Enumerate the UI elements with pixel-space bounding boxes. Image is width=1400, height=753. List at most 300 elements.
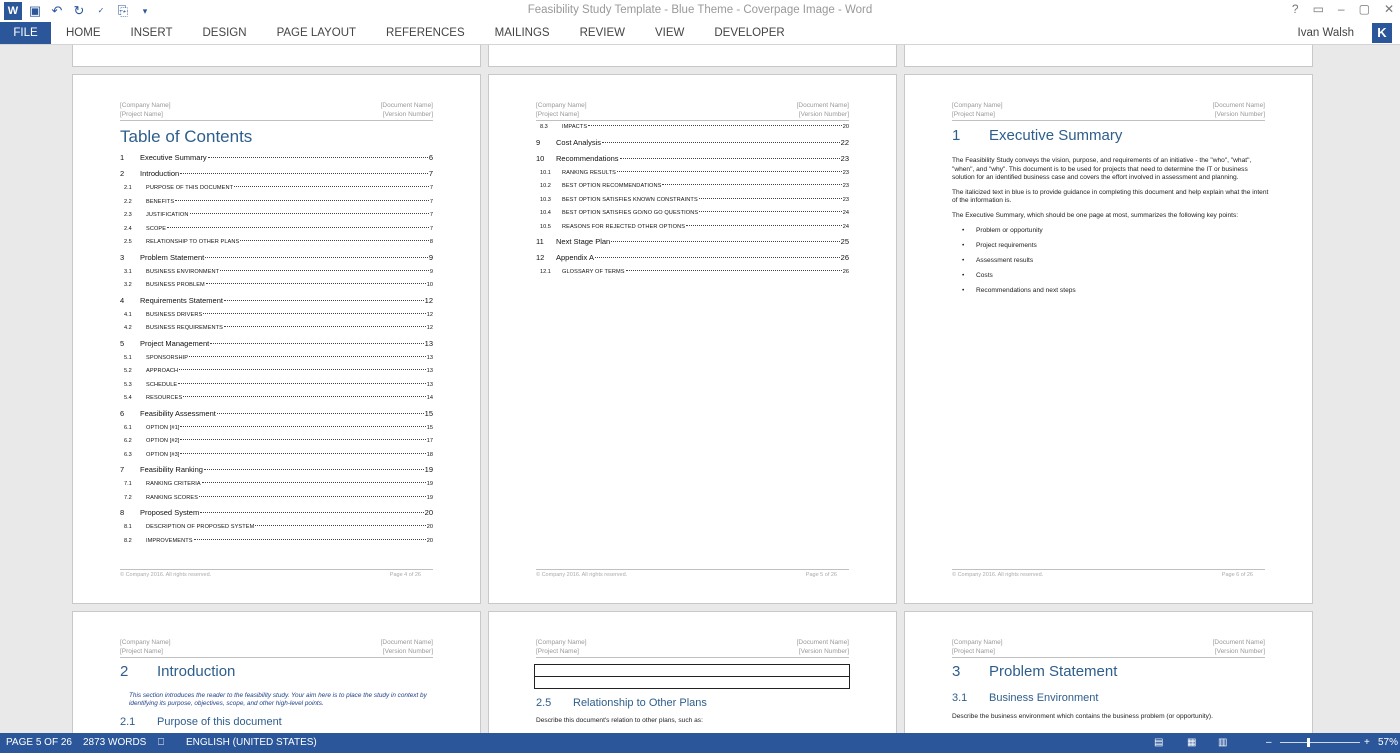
toc-leader-dots: [224, 300, 424, 301]
version-number-field: [Version Number]: [382, 111, 433, 118]
save-icon[interactable]: ▣: [28, 3, 42, 18]
toc-entry-label: BENEFITS: [146, 198, 175, 205]
section-body: [952, 157, 1272, 302]
section-title: Introduction: [157, 663, 236, 680]
toc-entry-label: Feasibility Assessment: [140, 408, 216, 418]
document-name-field: [Document Name]: [1212, 639, 1265, 646]
tab-page-layout[interactable]: PAGE LAYOUT: [276, 27, 357, 39]
page-footer: [952, 569, 1265, 578]
toc-entry-number: 3: [120, 252, 125, 262]
zoom-out-button[interactable]: –: [1266, 737, 1272, 748]
zoom-slider-handle[interactable]: [1307, 738, 1310, 747]
toc-entry-page: 13: [426, 354, 433, 361]
toc-entry-label: BEST OPTION SATISFIES GO/NO GO QUESTIONS: [562, 210, 699, 216]
toc-entry-label: IMPROVEMENTS: [146, 537, 193, 544]
project-name-field: [Project Name]: [536, 111, 579, 118]
toc-entry-label: Introduction: [140, 169, 180, 178]
toc-leader-dots: [190, 213, 429, 214]
page-footer: [120, 569, 433, 578]
toc-entry-page: 9: [428, 252, 433, 262]
toc-entry-page: 23: [842, 169, 849, 176]
page-header: [536, 101, 849, 121]
project-name-field: [Project Name]: [536, 648, 579, 655]
toc-entry-number: 8.3: [540, 124, 548, 130]
company-name-field: [Company Name]: [120, 102, 171, 109]
subsection-heading: [536, 697, 707, 709]
toc-entry[interactable]: [120, 153, 433, 169]
footer-copyright: © Company 2016. All rights reserved.: [120, 572, 212, 578]
toc-leader-dots: [662, 184, 841, 185]
toc-entry-label: RELATIONSHIP TO OTHER PLANS: [146, 239, 240, 245]
toc-entry-label: PURPOSE OF THIS DOCUMENT: [146, 185, 234, 191]
page-header-right: [797, 638, 849, 656]
toc-entry-page: 10: [426, 282, 433, 288]
toc-entry-page: 9: [429, 268, 433, 275]
toc-entry[interactable]: [536, 154, 849, 170]
toc-entry-page: 15: [426, 424, 433, 431]
toc-entry-page: 23: [842, 196, 849, 203]
user-avatar[interactable]: K: [1372, 23, 1392, 43]
toc-entry-number: 10.4: [540, 210, 551, 216]
toc-leader-dots: [210, 343, 423, 344]
subsection-heading: [120, 716, 282, 728]
toc-entry-number: 8: [120, 508, 125, 517]
toc-entry-page: 6: [428, 153, 433, 162]
section-title: Problem Statement: [989, 663, 1118, 680]
company-name-field: [Company Name]: [952, 639, 1003, 646]
toc-entry-number: 2.2: [124, 198, 132, 205]
toc-leader-dots: [204, 469, 424, 470]
format-painter-icon[interactable]: ⎘: [117, 3, 129, 18]
toc-entry-number: 6.2: [124, 438, 132, 444]
section-title: Purpose of this document: [157, 716, 282, 728]
toc-entry-label: Project Management: [140, 338, 210, 348]
toc-leader-dots: [626, 270, 842, 271]
toc-entry-label: BUSINESS DRIVERS: [146, 311, 203, 318]
toc-entry-number: 7.1: [124, 481, 132, 487]
toc-entry-number: 10.3: [540, 196, 551, 203]
section-title: Relationship to Other Plans: [573, 697, 707, 709]
toc-entry-label: Requirements Statement: [140, 295, 223, 305]
toc-entry[interactable]: [536, 253, 849, 269]
toc-entry-page: 23: [842, 183, 849, 189]
section-title: Business Environment: [989, 692, 1099, 704]
toc-entry-number: 12: [536, 253, 545, 262]
zoom-level[interactable]: 57%: [1378, 737, 1399, 748]
read-mode-icon[interactable]: ▤: [1154, 737, 1164, 748]
minimize-icon[interactable]: –: [1337, 2, 1345, 16]
version-number-field: [Version Number]: [1214, 111, 1265, 118]
toc-entry-page: 24: [842, 223, 849, 230]
tab-mailings[interactable]: MAILINGS: [494, 27, 550, 39]
toc-entry[interactable]: [120, 212, 433, 226]
word-app-icon[interactable]: W: [4, 2, 22, 20]
toc-entry-number: 5.3: [124, 381, 132, 388]
toc-entry[interactable]: [120, 508, 433, 524]
toc-leader-dots: [602, 142, 840, 143]
toc-entry-page: 17: [426, 438, 433, 444]
toc-entry[interactable]: [120, 452, 433, 466]
toc-entry-number: 11: [536, 237, 544, 246]
proofing-icon[interactable]: ⎕: [158, 737, 164, 748]
toc-entry-page: 20: [426, 537, 433, 544]
toc-entry-page: 19: [426, 481, 433, 487]
toc-entry[interactable]: [120, 199, 433, 213]
subsection-heading: [952, 692, 1098, 704]
tab-home[interactable]: HOME: [66, 27, 101, 39]
zoom-in-button[interactable]: +: [1364, 737, 1370, 748]
toc-entry-number: 2.4: [124, 225, 132, 232]
toc-entry-label: RESOURCES: [146, 395, 183, 401]
page-toc-2[interactable]: [488, 74, 897, 604]
toc-title: Table of Contents: [120, 127, 253, 146]
paragraph: The Feasibility Study conveys the vision, purpose, and requirements of an initiative - the "who", "what", "when", and "why". This document is to be used for projects that need to determine the IT or business solution for an identified business case and covers the effort involved in assessment and planning.: [952, 157, 1252, 182]
toc-leader-dots: [240, 240, 429, 241]
toc-entry[interactable]: [536, 138, 849, 154]
toc-entry-label: RANKING CRITERIA: [146, 481, 201, 487]
version-number-field: [Version Number]: [798, 111, 849, 118]
toc-entry[interactable]: [536, 170, 849, 184]
page-executive-summary[interactable]: [904, 74, 1313, 604]
toc-leader-dots: [175, 200, 429, 201]
toc-list: [120, 153, 433, 551]
toc-leader-dots: [180, 426, 425, 427]
toc-entry-label: Feasibility Ranking: [140, 465, 203, 474]
page-header: [120, 101, 433, 121]
toc-entry[interactable]: [120, 465, 433, 481]
title-bar: [0, 0, 1400, 22]
language-status[interactable]: ENGLISH (UNITED STATES): [186, 737, 317, 748]
section-number: 3: [952, 663, 961, 680]
ribbon-tab-bar: [0, 22, 1400, 45]
toc-leader-dots: [199, 496, 426, 497]
toc-entry-number: 3.1: [124, 268, 132, 275]
toc-entry-number: 6: [120, 408, 125, 418]
footer-copyright: © Company 2016. All rights reserved.: [536, 572, 628, 578]
section-number: 2.5: [536, 697, 552, 709]
toc-leader-dots: [189, 356, 426, 357]
toc-entry[interactable]: [536, 197, 849, 211]
user-name[interactable]: Ivan Walsh: [1297, 27, 1354, 39]
page-header-right: [1213, 638, 1265, 656]
toc-entry[interactable]: [120, 312, 433, 326]
toc-leader-dots: [208, 157, 428, 158]
toc-entry-label: BUSINESS ENVIRONMENT: [146, 268, 220, 275]
tab-insert[interactable]: INSERT: [130, 27, 173, 39]
page-introduction[interactable]: [72, 611, 481, 733]
guidance-text: This section introduces the reader to the feasibility study. Your aim here is to place the study in context by identifying its purpose, objectives, scope, and other high-level points.: [129, 692, 427, 707]
toc-entry[interactable]: [120, 425, 433, 439]
toc-leader-dots: [167, 227, 429, 228]
status-bar: [0, 733, 1400, 753]
toc-entry-number: 10: [536, 153, 545, 163]
toc-entry-page: 19: [426, 494, 433, 501]
toc-entry-number: 2.1: [124, 185, 132, 191]
table-row[interactable]: [535, 665, 849, 676]
toc-entry-label: Cost Analysis: [556, 137, 602, 147]
footer-copyright: © Company 2016. All rights reserved.: [952, 572, 1044, 578]
section-title: Executive Summary: [989, 127, 1123, 144]
page-problem-statement[interactable]: [904, 611, 1313, 733]
toc-entry-label: BUSINESS REQUIREMENTS: [146, 325, 224, 331]
bullet-list: [952, 227, 1272, 302]
toc-entry-number: 2: [120, 169, 125, 178]
page-toc-1[interactable]: [72, 74, 481, 604]
toc-entry-label: IMPACTS: [562, 124, 588, 130]
toc-entry[interactable]: [120, 226, 433, 240]
page-header: [536, 638, 849, 658]
toc-entry-page: 19: [424, 465, 433, 474]
bullet-item: • Recommendations and next steps: [952, 287, 1272, 302]
toc-entry-number: 10.1: [540, 169, 551, 176]
company-name-field: [Company Name]: [120, 639, 171, 646]
company-name-field: [Company Name]: [952, 102, 1003, 109]
toc-entry-number: 8.2: [124, 537, 132, 544]
toc-entry-label: OPTION [#2]: [146, 438, 180, 444]
toc-entry[interactable]: [120, 524, 433, 538]
tab-review[interactable]: REVIEW: [579, 27, 625, 39]
toc-leader-dots: [205, 257, 428, 258]
customize-toolbar-icon[interactable]: ▾: [142, 6, 148, 16]
toc-entry[interactable]: [120, 185, 433, 199]
toc-entry[interactable]: [120, 253, 433, 269]
undo-icon[interactable]: ↶: [51, 3, 63, 18]
web-layout-icon[interactable]: ▥: [1218, 737, 1228, 748]
word-count-status[interactable]: 2873 WORDS: [83, 737, 147, 748]
toc-entry[interactable]: [536, 237, 849, 253]
toc-entry-number: 4: [120, 295, 125, 305]
toc-leader-dots: [180, 439, 425, 440]
toc-entry[interactable]: [120, 339, 433, 355]
toc-entry-label: Appendix A: [556, 253, 594, 262]
bullet-item: • Project requirements: [952, 242, 1272, 257]
toc-entry-number: 2.3: [124, 212, 132, 218]
page-header-right: [381, 101, 433, 119]
toc-entry-label: Next Stage Plan: [556, 237, 611, 246]
version-number-field: [Version Number]: [382, 648, 433, 655]
page-count-status[interactable]: PAGE 5 OF 26: [6, 737, 72, 748]
toc-entry[interactable]: [120, 438, 433, 452]
toc-leader-dots: [194, 539, 426, 540]
toc-entry-page: 7: [429, 225, 433, 232]
section-number: 1: [952, 127, 961, 144]
toc-entry-page: 26: [842, 269, 849, 275]
company-name-field: [Company Name]: [536, 102, 587, 109]
project-name-field: [Project Name]: [952, 648, 995, 655]
bullet-item: • Problem or opportunity: [952, 227, 1272, 242]
toc-entry-page: 7: [428, 169, 433, 178]
toc-entry-page: 12: [426, 325, 433, 331]
toc-entry-page: 26: [840, 253, 849, 262]
footer-page-number: Page 6 of 26: [1221, 572, 1253, 578]
document-name-field: [Document Name]: [796, 639, 849, 646]
toc-entry-number: 4.1: [124, 311, 132, 318]
toc-entry[interactable]: [120, 495, 433, 509]
toc-leader-dots: [203, 313, 425, 314]
toc-entry-label: BEST OPTION RECOMMENDATIONS: [562, 183, 662, 189]
page-bottom-prev-1: [72, 45, 481, 67]
toc-leader-dots: [611, 241, 839, 242]
toc-entry[interactable]: [536, 224, 849, 238]
toc-entry[interactable]: [120, 355, 433, 369]
toc-leader-dots: [699, 198, 842, 199]
section-heading: [952, 663, 1117, 680]
toc-entry-number: 7: [120, 465, 125, 474]
toc-entry-page: 20: [424, 508, 433, 517]
page-header: [952, 101, 1265, 121]
restore-icon[interactable]: ▢: [1358, 2, 1370, 16]
page-relationship[interactable]: [488, 611, 897, 733]
version-number-field: [Version Number]: [798, 648, 849, 655]
page-header: [120, 638, 433, 658]
toc-entry-label: Proposed System: [140, 508, 200, 517]
toc-entry-number: 4.2: [124, 325, 132, 331]
table-row[interactable]: [535, 676, 849, 688]
toc-leader-dots: [206, 283, 426, 284]
page-bottom-prev-3: [904, 45, 1313, 67]
toc-leader-dots: [179, 369, 426, 370]
toc-leader-dots: [217, 413, 424, 414]
toc-entry-number: 10.2: [540, 183, 551, 189]
toc-entry-page: 22: [840, 137, 849, 147]
page-header-right: [797, 101, 849, 119]
toc-entry-label: OPTION [#1]: [146, 424, 180, 431]
toc-entry[interactable]: [120, 409, 433, 425]
toc-entry-number: 7.2: [124, 494, 132, 501]
toc-leader-dots: [686, 225, 842, 226]
project-name-field: [Project Name]: [120, 111, 163, 118]
toc-entry-label: Recommendations: [556, 153, 619, 163]
tab-references[interactable]: REFERENCES: [386, 27, 465, 39]
toc-entry-number: 12.1: [540, 269, 551, 275]
toc-entry[interactable]: [120, 368, 433, 382]
section-number: 3.1: [952, 692, 968, 704]
toc-entry-page: 24: [842, 210, 849, 216]
toc-entry[interactable]: [120, 325, 433, 339]
toc-entry-label: OPTION [#3]: [146, 451, 180, 458]
toc-entry[interactable]: [120, 395, 433, 409]
toc-leader-dots: [617, 171, 842, 172]
toc-leader-dots: [220, 270, 429, 271]
toc-entry[interactable]: [120, 169, 433, 185]
toc-entry[interactable]: [536, 269, 849, 283]
tab-view[interactable]: VIEW: [654, 27, 685, 39]
close-icon[interactable]: ✕: [1383, 2, 1394, 16]
toc-list: [536, 124, 849, 283]
document-canvas[interactable]: [0, 45, 1400, 733]
toc-entry[interactable]: [536, 210, 849, 224]
help-icon[interactable]: ?: [1291, 2, 1299, 16]
toc-entry-label: BEST OPTION SATISFIES KNOWN CONSTRAINTS: [562, 196, 698, 203]
toc-entry[interactable]: [120, 538, 433, 552]
toc-leader-dots: [178, 383, 426, 384]
tab-design[interactable]: DESIGN: [202, 27, 247, 39]
ribbon-tabs: [66, 22, 815, 44]
toc-entry-page: 13: [426, 381, 433, 388]
tab-file[interactable]: FILE: [0, 22, 51, 44]
project-name-field: [Project Name]: [952, 111, 995, 118]
redo-icon[interactable]: ↻: [73, 3, 85, 18]
window-controls: [1292, 2, 1394, 16]
toc-entry-label: SCHEDULE: [146, 381, 178, 388]
ribbon-display-icon[interactable]: ▭: [1312, 2, 1324, 16]
toc-entry-page: 23: [840, 153, 849, 163]
toc-entry[interactable]: [536, 183, 849, 197]
toc-leader-dots: [588, 125, 842, 126]
footer-page-number: Page 5 of 26: [805, 572, 837, 578]
toc-entry-number: 9: [536, 137, 541, 147]
empty-table[interactable]: [534, 664, 850, 689]
section-number: 2.1: [120, 716, 136, 728]
toc-entry-page: 7: [429, 198, 433, 205]
toc-entry-number: 5.4: [124, 395, 132, 401]
document-title: Feasibility Study Template - Blue Theme - Coverpage Image - Word: [527, 4, 873, 16]
toc-entry-number: 5.2: [124, 368, 132, 374]
toc-entry-page: 15: [424, 408, 433, 418]
toc-entry[interactable]: [120, 481, 433, 495]
toc-entry[interactable]: [120, 382, 433, 396]
toc-entry-page: 8: [429, 239, 433, 245]
toc-entry-page: 18: [426, 451, 433, 458]
toc-leader-dots: [200, 512, 423, 513]
toc-entry-page: 20: [842, 124, 849, 130]
version-number-field: [Version Number]: [1214, 648, 1265, 655]
bullet-item: • Assessment results: [952, 257, 1272, 272]
toc-entry[interactable]: [536, 124, 849, 138]
paragraph: Describe this document's relation to other plans, such as:: [536, 717, 703, 724]
toc-entry-label: BUSINESS PROBLEM: [146, 282, 205, 288]
toc-entry-page: 20: [426, 524, 433, 530]
toc-leader-dots: [595, 257, 840, 258]
page-header: [952, 638, 1265, 658]
toc-entry[interactable]: [120, 269, 433, 283]
toc-entry-page: 7: [429, 212, 433, 218]
company-name-field: [Company Name]: [536, 639, 587, 646]
toc-entry-number: 6.1: [124, 424, 132, 431]
toc-entry-label: RANKING RESULTS: [562, 169, 616, 176]
toc-entry-label: RANKING SCORES: [146, 494, 199, 501]
toc-entry-number: 5: [120, 338, 125, 348]
toc-entry-label: Problem Statement: [140, 252, 205, 262]
section-heading: [952, 127, 1122, 144]
toc-leader-dots: [620, 158, 840, 159]
toc-entry-label: GLOSSARY OF TERMS: [562, 269, 625, 275]
bullet-item: • Costs: [952, 272, 1272, 287]
toc-entry-label: APPROACH: [146, 368, 179, 374]
toc-entry[interactable]: [120, 296, 433, 312]
toc-leader-dots: [183, 396, 425, 397]
toc-entry-number: 8.1: [124, 524, 132, 530]
toc-entry-label: REASONS FOR REJECTED OTHER OPTIONS: [562, 223, 686, 230]
section-number: 2: [120, 663, 129, 680]
page-header-right: [1213, 101, 1265, 119]
document-name-field: [Document Name]: [796, 102, 849, 109]
zoom-slider[interactable]: [1280, 742, 1360, 743]
tab-developer[interactable]: DEVELOPER: [714, 27, 785, 39]
toc-entry-label: JUSTIFICATION: [146, 212, 189, 218]
section-heading: [120, 663, 235, 680]
toc-entry-page: 13: [426, 368, 433, 374]
toc-entry-page: 12: [424, 295, 433, 305]
spelling-icon[interactable]: ✓: [97, 6, 105, 15]
toc-entry-page: 12: [426, 311, 433, 318]
toc-entry-page: 14: [426, 395, 433, 401]
toc-leader-dots: [202, 482, 426, 483]
toc-entry[interactable]: [120, 239, 433, 253]
toc-entry[interactable]: [120, 282, 433, 296]
toc-entry-label: SCOPE: [146, 225, 167, 232]
print-layout-icon[interactable]: ▦: [1187, 737, 1197, 748]
